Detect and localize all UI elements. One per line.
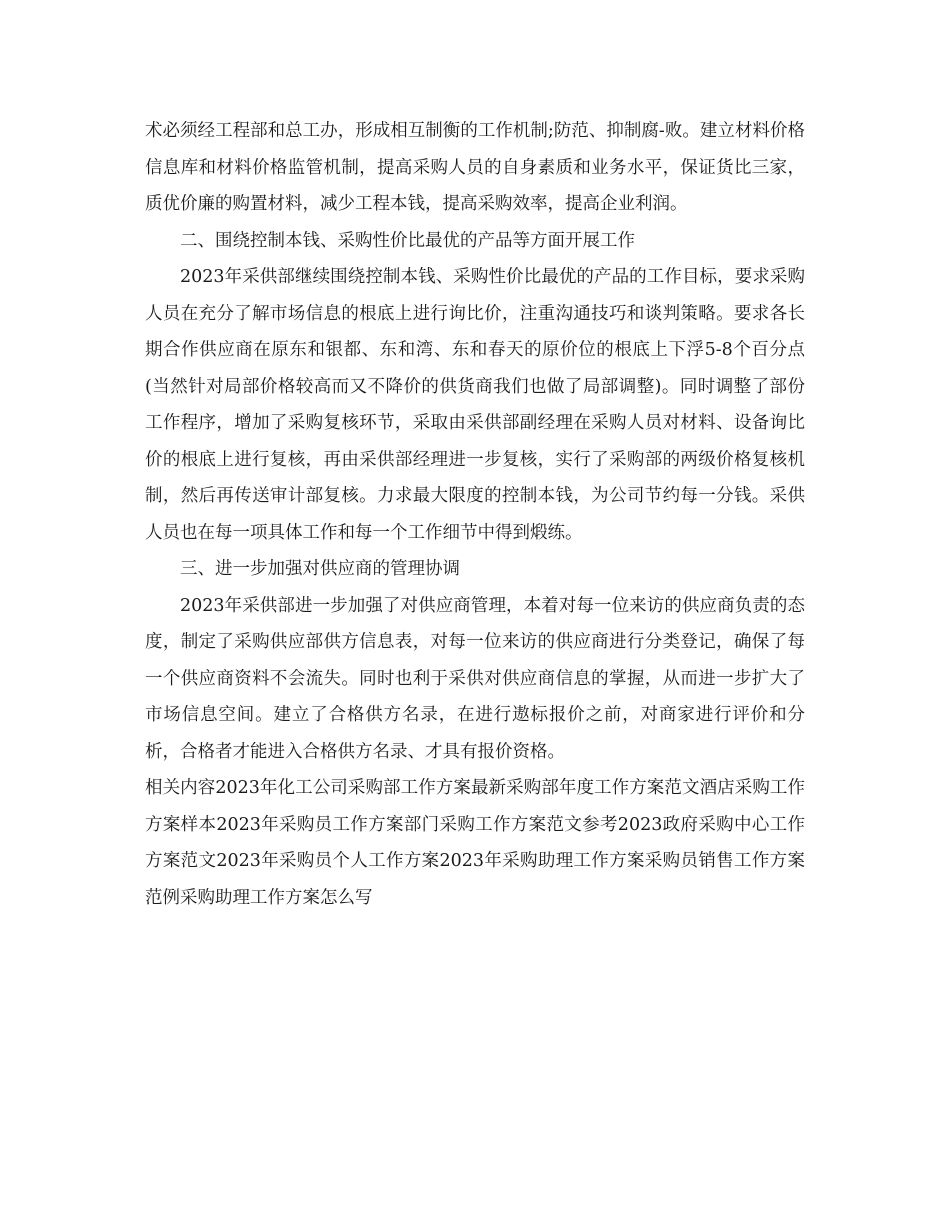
paragraph-continuation: 术必须经工程部和总工办，形成相互制衡的工作机制;防范、抑制腐-败。建立材料价格信息库和材料价格监管机制，提高采购人员的自身素质和业务水平，保证货比三家，质优价廉的购置材料，减少工程本钱，提高采购效率，提高企业利润。 xyxy=(145,121,805,214)
paragraph-supplier-management: 2023年采供部进一步加强了对供应商管理，本着对每一位来访的供应商负责的态度，制定了采购供应部供方信息表，对每一位来访的供应商进行分类登记，确保了每一个供应商资料不会流失。同时也利于采供对供应商信息的掌握，从而进一步扩大了市场信息空间。建立了合格供方名录，在进行遨标报价之前，对商家进行评价和分析，合格者才能进入合格供方名录、才具有报价资格。 xyxy=(145,595,805,762)
section-heading-3: 三、进一步加强对供应商的管理协调 xyxy=(180,559,460,579)
document-body xyxy=(145,113,805,916)
section-heading-2: 二、围绕控制本钱、采购性价比最优的产品等方面开展工作 xyxy=(180,230,635,251)
paragraph-cost-control: 2023年采供部继续围绕控制本钱、采购性价比最优的产品的工作目标，要求采购人员在充分了解市场信息的根底上进行询比价，注重沟通技巧和谈判策略。要求各长期合作供应商在原东和银都、东和湾、东和春天的原价位的根底上下浮5-8个百分点(当然针对局部价格较高而又不降价的供货商我们也做了局部调整)。同时调整了部份工作程序，增加了采购复核环节，采取由采供部副经理在采购人员对材料、设备询比价的根底上进行复核，再由采供部经理进一步复核，实行了采购部的两级价格复核机制，然后再传送审计部复核。力求最大限度的控制本钱，为公司节约每一分钱。采供人员也在每一项具体工作和每一个工作细节中得到煅练。 xyxy=(145,267,805,543)
related-content: 相关内容2023年化工公司采购部工作方案最新采购部年度工作方案范文酒店采购工作方案样本2023年采购员工作方案部门采购工作方案范文参考2023政府采购中心工作方案范文2023年采购员个人工作方案2023年采购助理工作方案采购员销售工作方案范例采购助理工作方案怎么写 xyxy=(145,778,805,908)
